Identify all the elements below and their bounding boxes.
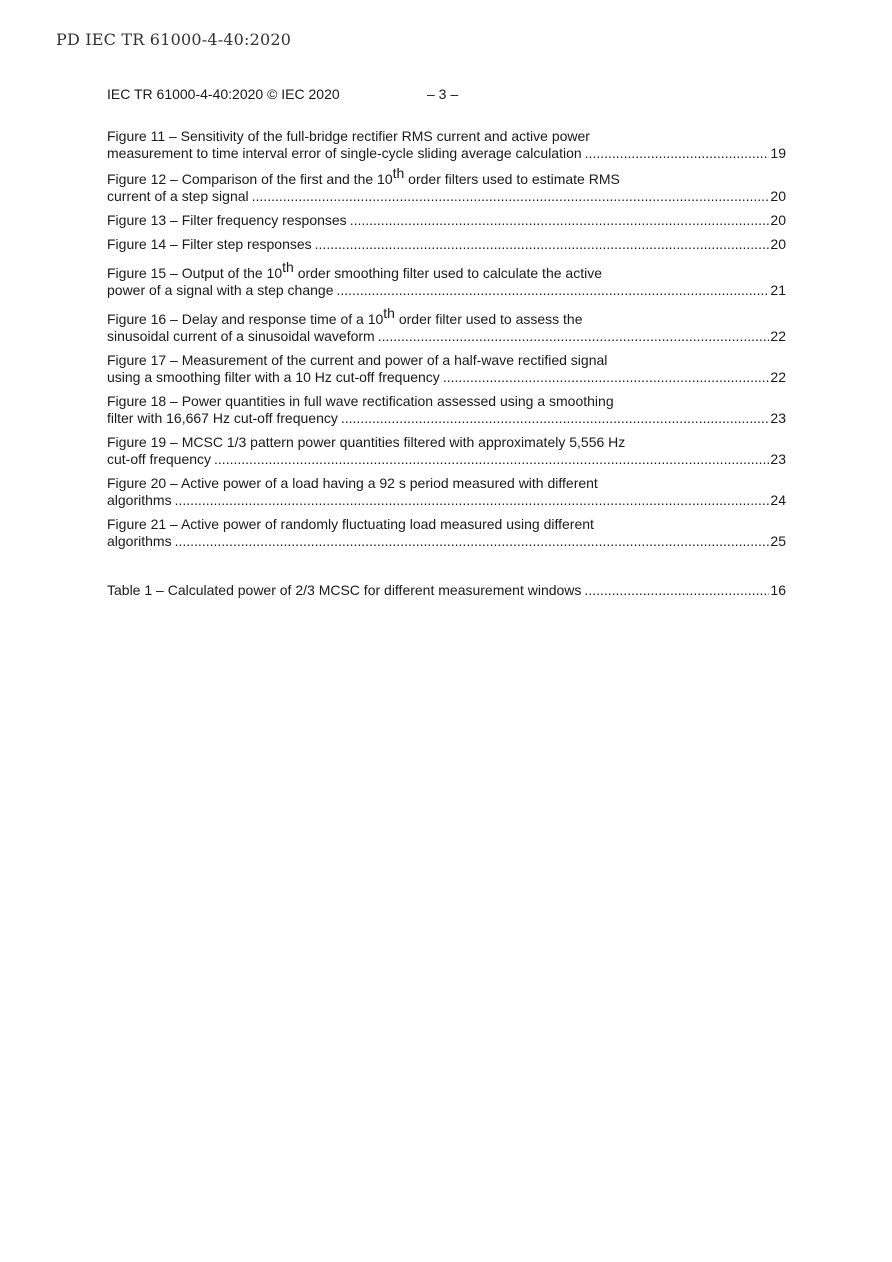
dot-leader (378, 328, 770, 345)
superscript-th: th (392, 165, 405, 181)
entry-title-line (107, 236, 786, 253)
entry-title-text: sinusoidal current of a sinusoidal waveform (107, 328, 375, 344)
superscript-th: th (383, 305, 395, 321)
toc-entry-figure-11[interactable] (107, 128, 786, 162)
toc-entry-figure-16[interactable] (107, 305, 786, 345)
dot-leader (315, 236, 770, 253)
toc-entry-figure-19[interactable] (107, 434, 786, 468)
toc-entry-figure-18[interactable] (107, 393, 786, 427)
entry-title-line (107, 582, 786, 599)
entry-title-text: Table 1 – Calculated power of 2/3 MCSC for different measurement windows (107, 582, 582, 598)
entry-title-line1: Figure 12 – Comparison of the first and the 10th order filters used to estimate RMS (107, 165, 620, 187)
entry-title-text: algorithms (107, 492, 172, 508)
dot-leader (336, 282, 769, 299)
dot-leader (252, 188, 770, 205)
toc-entry-figure-12[interactable] (107, 165, 786, 205)
entry-title-text: using a smoothing filter with a 10 Hz cut-off frequency (107, 369, 440, 385)
entry-title-line2 (107, 188, 786, 205)
entry-title-line1: Figure 18 – Power quantities in full wave rectification assessed using a smoothing (107, 393, 614, 409)
entry-title-text: Figure 13 – Filter frequency responses (107, 212, 347, 228)
entry-page-number: 20 (770, 236, 786, 252)
entry-title-text: current of a step signal (107, 188, 249, 204)
entry-page-number: 22 (770, 328, 786, 344)
dot-leader (341, 410, 770, 427)
entry-title-line2 (107, 145, 786, 162)
toc-entry-figure-14[interactable] (107, 236, 786, 253)
entry-title-line1: Figure 20 – Active power of a load having a 92 s period measured with different (107, 475, 598, 491)
dot-leader (443, 369, 770, 386)
dot-leader (175, 533, 770, 550)
entry-page-number: 16 (770, 582, 786, 598)
entry-title-line2 (107, 328, 786, 345)
entry-title-text: measurement to time interval error of single-cycle sliding average calculation (107, 145, 582, 161)
entry-page-number: 20 (770, 188, 786, 204)
entry-title-line2 (107, 451, 786, 468)
entry-title-line1: Figure 15 – Output of the 10th order smoothing filter used to calculate the active (107, 259, 602, 281)
document-id: PD IEC TR 61000-4-40:2020 (56, 30, 292, 49)
toc-entry-figure-21[interactable] (107, 516, 786, 550)
entry-title-line2 (107, 282, 786, 299)
running-header (107, 86, 459, 102)
entry-page-number: 20 (770, 212, 786, 228)
toc-entry-figure-17[interactable] (107, 352, 786, 386)
entry-title-line1: Figure 16 – Delay and response time of a 10th order filter used to assess the (107, 305, 583, 327)
header-copyright: IEC TR 61000-4-40:2020 © IEC 2020 (107, 86, 340, 102)
entry-title-text: power of a signal with a step change (107, 282, 334, 298)
toc-entry-table-1[interactable] (107, 582, 786, 599)
toc-entry-figure-13[interactable] (107, 212, 786, 229)
toc-entry-figure-15[interactable] (107, 259, 786, 299)
entry-title-line2 (107, 533, 786, 550)
entry-title-line1: Figure 11 – Sensitivity of the full-bridge rectifier RMS current and active power (107, 128, 590, 144)
entry-title-line1: Figure 17 – Measurement of the current and power of a half-wave rectified signal (107, 352, 608, 368)
header-page-number: – 3 – (427, 86, 459, 102)
superscript-th: th (282, 259, 294, 275)
entry-page-number: 23 (770, 410, 786, 426)
entry-page-number: 21 (770, 282, 786, 298)
entry-title-text: filter with 16,667 Hz cut-off frequency (107, 410, 338, 426)
entry-title-line1: Figure 19 – MCSC 1/3 pattern power quantities filtered with approximately 5,556 Hz (107, 434, 626, 450)
entry-title-line2 (107, 492, 786, 509)
dot-leader (175, 492, 770, 509)
toc-entry-figure-20[interactable] (107, 475, 786, 509)
entry-title-line2 (107, 410, 786, 427)
entry-title-line1: Figure 21 – Active power of randomly fluctuating load measured using different (107, 516, 594, 532)
dot-leader (584, 582, 769, 599)
entry-title-line2 (107, 369, 786, 386)
entry-page-number: 23 (770, 451, 786, 467)
entry-page-number: 24 (770, 492, 786, 508)
list-of-figures (107, 128, 786, 599)
entry-page-number: 19 (770, 145, 786, 161)
dot-leader (350, 212, 770, 229)
entry-title-text: algorithms (107, 533, 172, 549)
entry-page-number: 22 (770, 369, 786, 385)
dot-leader (585, 145, 770, 162)
entry-title-text: Figure 14 – Filter step responses (107, 236, 312, 252)
entry-title-text: cut-off frequency (107, 451, 212, 467)
entry-title-line (107, 212, 786, 229)
entry-page-number: 25 (770, 533, 786, 549)
dot-leader (214, 451, 769, 468)
